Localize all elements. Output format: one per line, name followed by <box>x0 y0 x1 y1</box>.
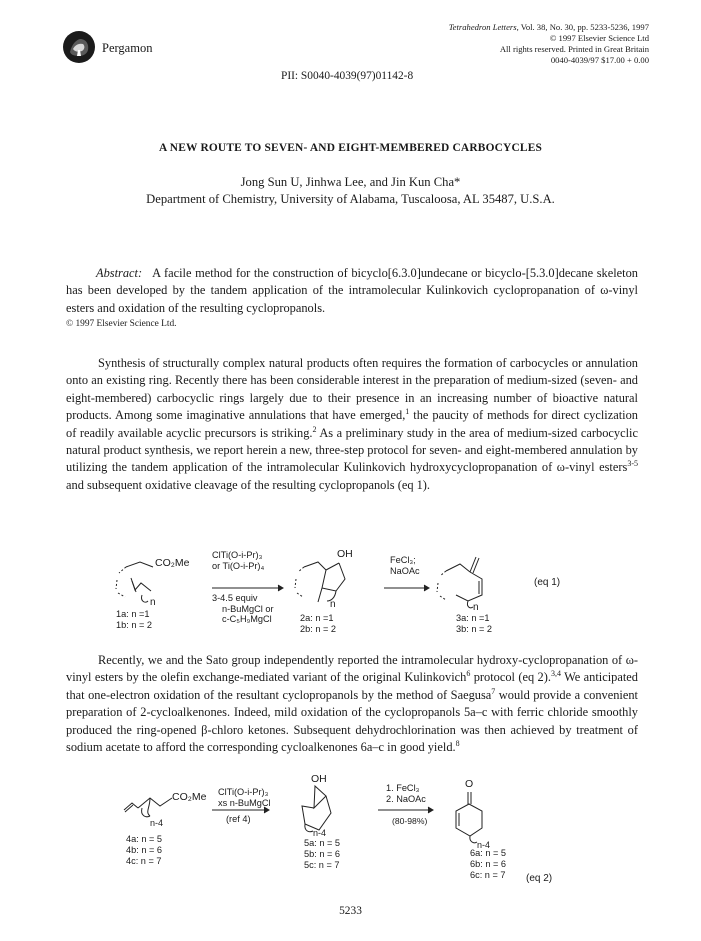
journal-volume: , Vol. 38, No. 30, pp. 5233-5236, 1997 <box>516 22 649 32</box>
equation-2-label: (eq 2) <box>526 873 553 884</box>
compound-1b: 1b: n = 2 <box>116 620 153 630</box>
compound-2a: 2a: n =1 <box>300 613 334 623</box>
o-label: O <box>465 778 474 790</box>
compound-3a: 3a: n =1 <box>456 613 490 623</box>
elsevier-tree-icon <box>62 30 96 64</box>
n-label-1: n <box>150 597 156 608</box>
reagents-step3: ClTi(O-i-Pr)₃ xs n-BuMgCl <box>218 787 271 808</box>
reference-2: 2 <box>312 424 317 434</box>
compound-5b: 5b: n = 6 <box>304 849 341 859</box>
oh-label-1: OH <box>337 548 353 560</box>
abstract-text: A facile method for the construction of bicyclo[6.3.0]undecane or bicyclo-[5.3.0]decane skeleton has been developed by the tandem application of the intramolecular Kulinkovich cyclopropanation of ω-vinyl esters and oxidation of the resulting cyclopropanols. <box>66 266 638 315</box>
journal-name: Tetrahedron Letters <box>448 22 517 32</box>
compound-1a: 1a: n =1 <box>116 609 150 619</box>
abstract-label: Abstract: <box>96 266 143 280</box>
reference-3-4: 3,4 <box>550 669 561 679</box>
reference-7: 7 <box>491 686 496 696</box>
reagents-step3-below: (ref 4) <box>226 814 251 824</box>
n-4-label-1: n-4 <box>150 818 164 828</box>
reference-3-5: 3-5 <box>627 459 638 469</box>
co2me-group-2: CO₂Me <box>172 791 207 803</box>
compound-4b: 4b: n = 6 <box>126 845 163 855</box>
affiliation: Department of Chemistry, University of Alabama, Tuscaloosa, AL 35487, U.S.A. <box>146 192 555 206</box>
reagents-step1: ClTi(O-i-Pr)₃ or Ti(O-i-Pr)₄ <box>212 550 265 571</box>
scheme-eq2-structures <box>0 778 701 893</box>
n-4-label-2: n-4 <box>313 828 327 838</box>
journal-citation <box>449 22 649 66</box>
reagents-step1-below: 3-4.5 equiv n-BuMgCl or c-C₅H₉MgCl <box>212 593 274 624</box>
compound-5a: 5a: n = 5 <box>304 838 341 848</box>
oh-label-2: OH <box>311 773 327 785</box>
page-number: 5233 <box>339 905 362 917</box>
publisher-name: Pergamon <box>102 41 153 55</box>
journal-line <box>449 22 649 33</box>
scheme-eq1 <box>0 545 701 635</box>
reagents-step2: FeCl₃; NaOAc <box>390 555 420 576</box>
abstract-copyright: © 1997 Elsevier Science Ltd. <box>66 319 177 329</box>
scheme-eq2 <box>0 773 701 893</box>
compound-4c: 4c: n = 7 <box>126 856 162 866</box>
reagents-step4: 1. FeCl₃ 2. NaOAc <box>386 783 426 804</box>
reference-8: 8 <box>455 739 460 749</box>
authors: Jong Sun U, Jinhwa Lee, and Jin Kun Cha* <box>240 175 461 189</box>
n-4-label-3: n-4 <box>477 840 491 850</box>
co2me-group-1: CO₂Me <box>155 557 190 569</box>
compound-6b: 6b: n = 6 <box>470 859 507 869</box>
n-label-3: n <box>473 602 479 613</box>
abstract <box>66 265 638 317</box>
compound-4a: 4a: n = 5 <box>126 834 163 844</box>
issn-line: 0040-4039/97 $17.00 + 0.00 <box>550 55 649 65</box>
publisher-logo <box>62 30 96 64</box>
compound-2b: 2b: n = 2 <box>300 624 337 634</box>
n-label-2: n <box>330 599 336 610</box>
copyright-line: © 1997 Elsevier Science Ltd <box>549 33 649 43</box>
results-paragraph: Recently, we and the Sato group independently reported the intramolecular hydroxy-cyclopropanation of ω-vinyl esters by the olefin exchange-mediated variant of the original Kulinkovich$^6$ protocol (eq 2).$^{3,4}$ We anticipated that one-electron oxidation of the resultant cyclopropanols by the method of Saegusa$^7$ would provide a convenient preparation of 2-cycloalkenones. Indeed, mild oxidation of the cyclopropanols 5a–c with ferric chloride smoothly produced the ring-opened β-chloro ketones. Subsequent dehydrochlorination was then achieved by treatment of sodium acetate to afford the corresponding cycloalkenones 6a–c in good yield.$^8$ <box>66 653 638 755</box>
article-title: A NEW ROUTE TO SEVEN- AND EIGHT-MEMBERED CARBOCYCLES <box>158 142 543 154</box>
compound-3b: 3b: n = 2 <box>456 624 493 634</box>
reference-1: 1 <box>405 407 410 417</box>
compound-6c: 6c: n = 7 <box>470 870 506 880</box>
equation-1-label: (eq 1) <box>534 577 561 588</box>
compound-5c: 5c: n = 7 <box>304 860 340 870</box>
rights-line: All rights reserved. Printed in Great Britain <box>499 44 649 54</box>
pii-line: PII: S0040-4039(97)01142-8 <box>281 70 414 82</box>
compound-6a: 6a: n = 5 <box>470 848 507 858</box>
reference-6: 6 <box>466 669 471 679</box>
intro-paragraph: Synthesis of structurally complex natural products often requires the formation of carbocycles or annulation onto an existing ring. Recently there has been considerable interest in the preparation of medium-sized (seven- and eight-membered) carbocyclic rings largely due to their presence in an increasing number of bioactive natural products. Among some imaginative annulations that have emerged,$^1$ the paucity of methods for direct cyclization of readily available acyclic precursors is striking.$^2$ As a preliminary study in the area of medium-sized carbocyclic natural product synthesis, we report herein a new, three-step protocol for seven- and eight-membered annulation by utilizing the tandem application of the intramolecular Kulinkovich hydroxycyclopropanation of ω-vinyl esters$^{3-5}$ and subsequent oxidative cleavage of the resulting cyclopropanols (eq 1). <box>66 356 638 492</box>
yield-label: (80-98%) <box>392 816 428 826</box>
